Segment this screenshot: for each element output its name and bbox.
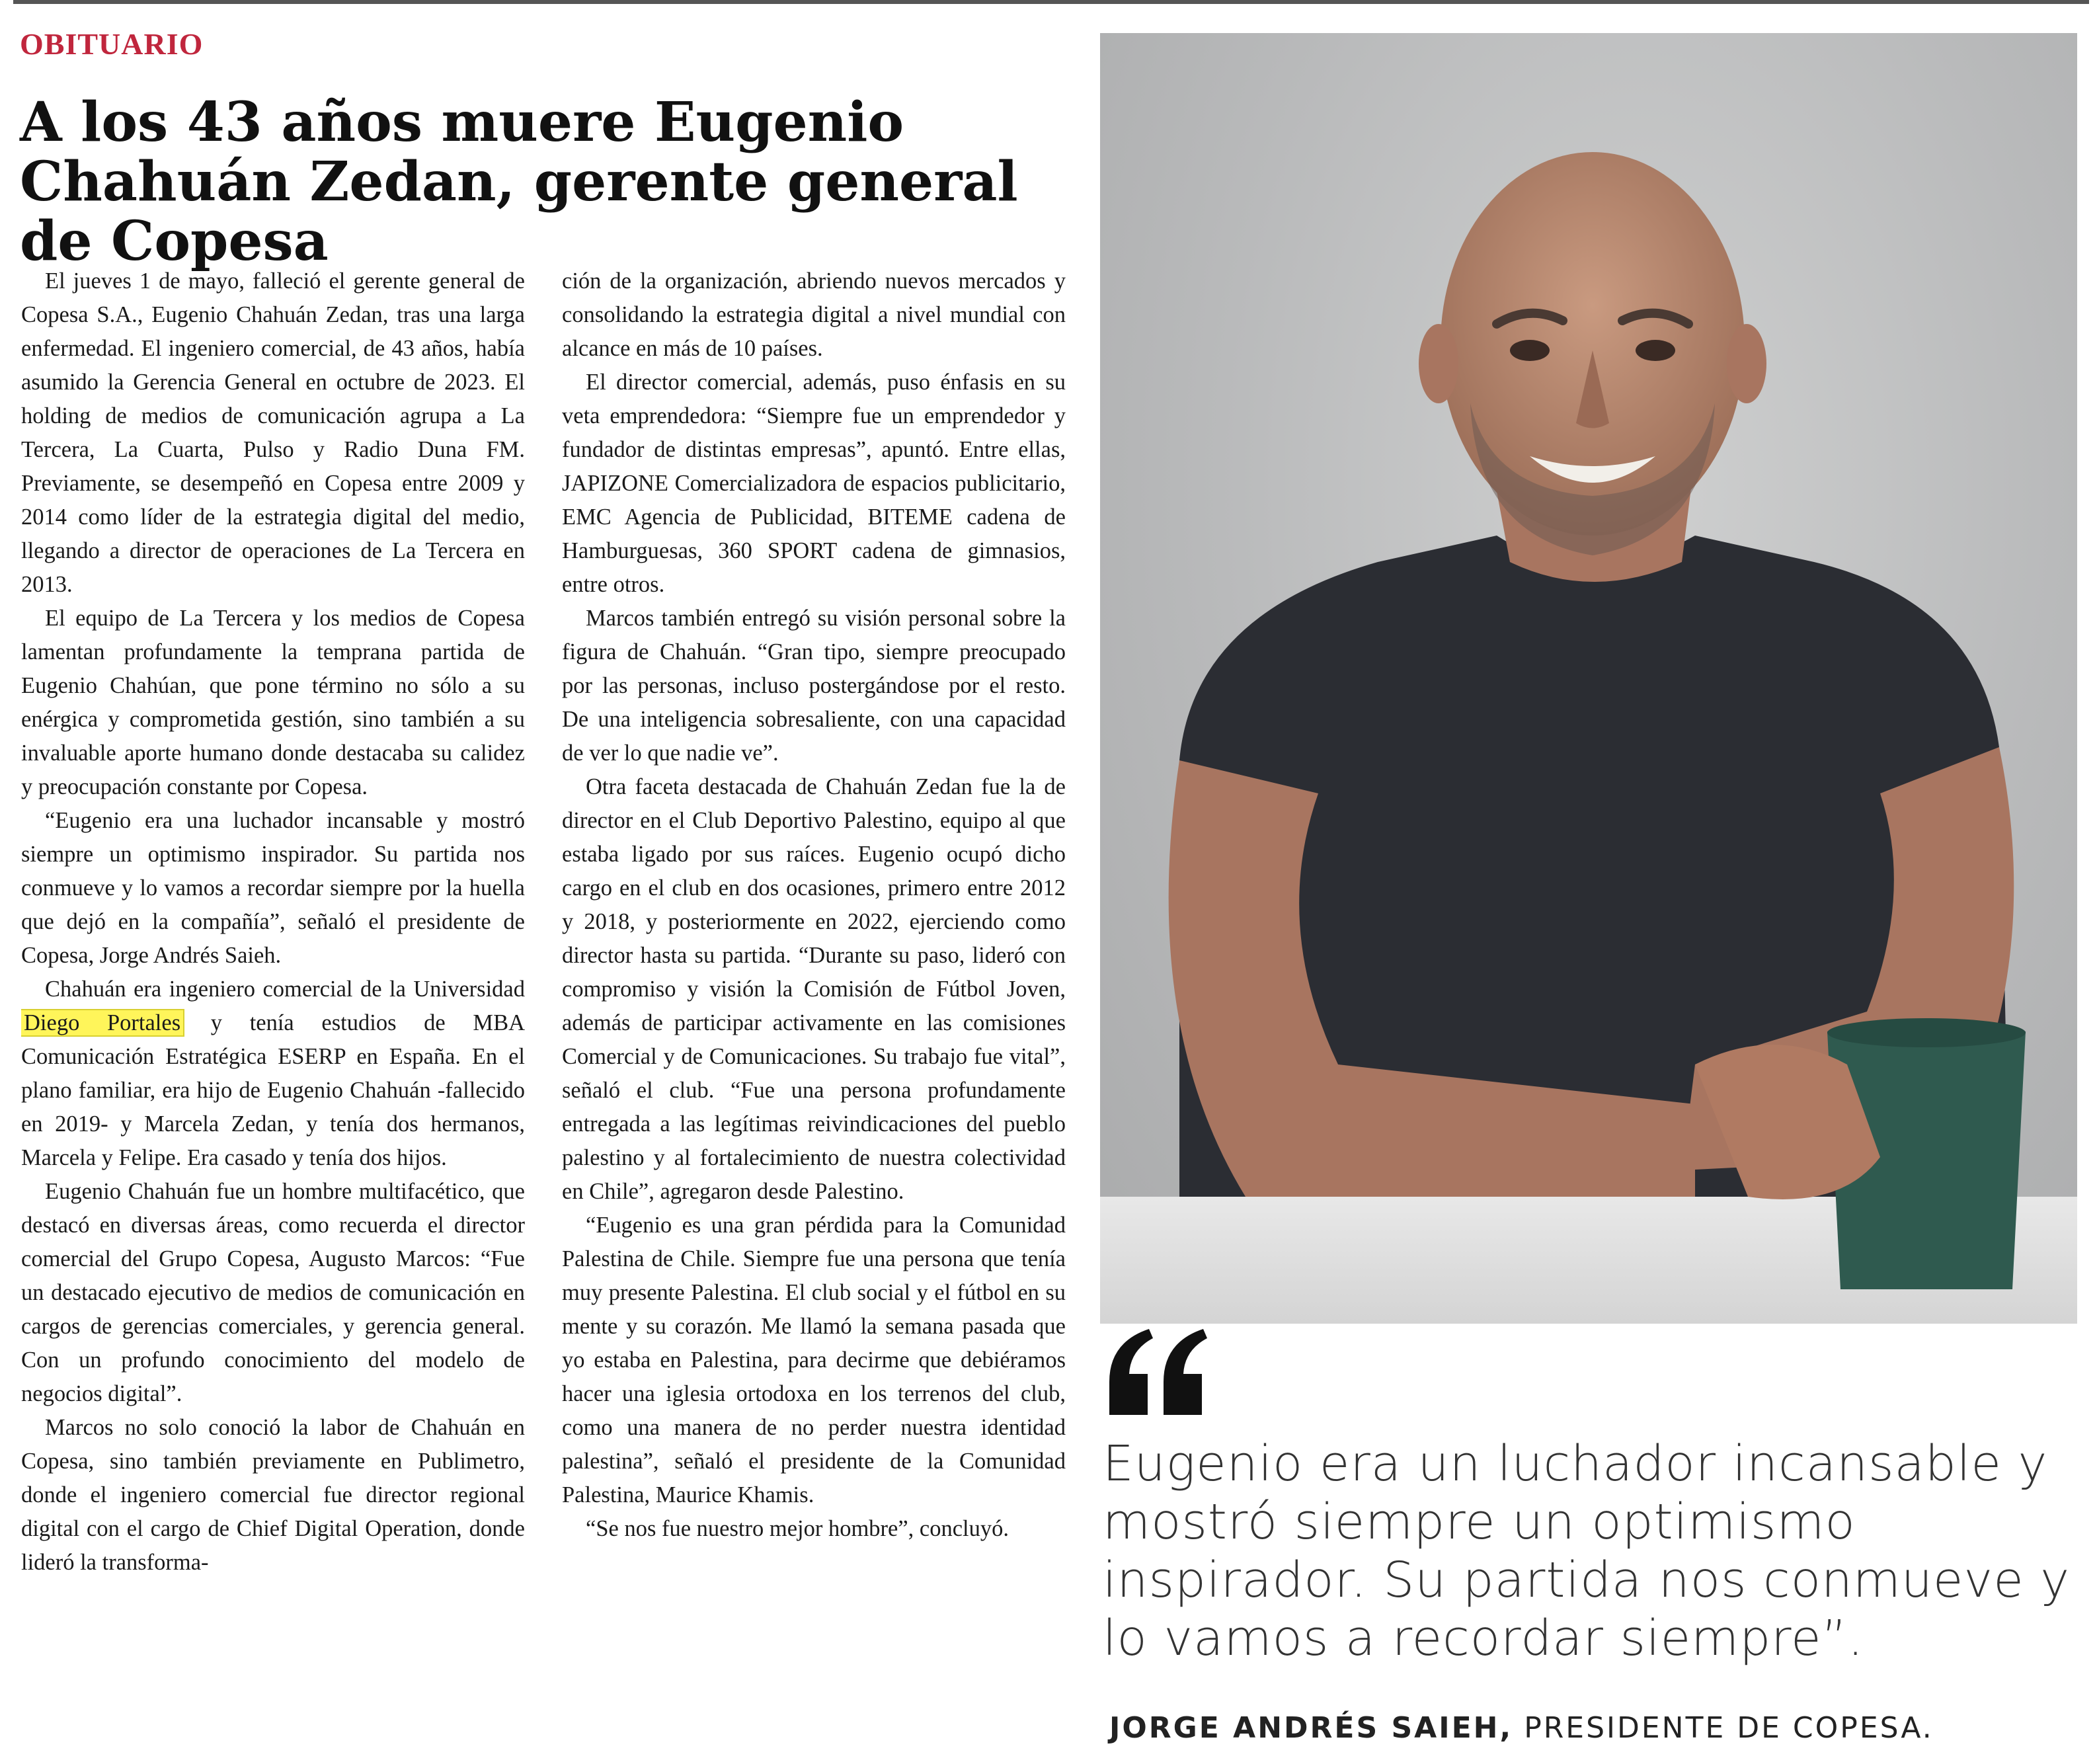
highlighted-text: Diego Portales [21, 1010, 183, 1035]
article-column-1 [21, 264, 525, 1759]
paragraph: El equipo de La Tercera y los medios de Copesa lamentan profundamente la temprana partida de Eugenio Chahúan, que pone término no sólo a su enérgica y comprometida gestión, sino también a su invaluable aporte humano donde destacaba su calidez y preocupación constante por Copesa. [21, 606, 525, 799]
paragraph: Otra faceta destacada de Chahuán Zedan fue la de director en el Club Deportivo Palestino, equipo al que estaba ligado por sus raíces. Eugenio ocupó dicho cargo en el club en dos ocasiones, primero entre 2012 y 2018, y posteriormente en 2022, ejerciendo como director hasta su partida. “Durante su paso, lideró con compromiso y visión la Comisión de Fútbol Joven, además de participar activamente en las comisiones Comercial y de Comunicaciones. Su trabajo fue vital”, señaló el club. “Fue una persona profundamente entregada a las legítimas reivindicaciones del pueblo palestino y al fortalecimiento de nuestra colectividad en Chile”, agregaron desde Palestino. [562, 774, 1066, 1204]
paragraph: Marcos no solo conoció la labor de Chahuán en Copesa, sino también previamente en Publimetro, donde el ingeniero comercial fue director regional digital con el cargo de Chief Digital Operation, donde lideró la transforma- [21, 1415, 525, 1575]
paragraph: Marcos también entregó su visión personal sobre la figura de Chahuán. “Gran tipo, siempre preocupado por las personas, incluso postergándose por el resto. De una inteligencia sobresaliente, con una capacidad de ver lo que nadie ve”. [562, 606, 1066, 766]
paragraph: El jueves 1 de mayo, falleció el gerente general de Copesa S.A., Eugenio Chahuán Zedan, tras una larga enfermedad. El ingeniero comercial, de 43 años, había asumido la Gerencia General en octubre de 2023. El holding de medios de comunicación agrupa a La Tercera, La Cuarta, Pulso y Radio Duna FM. Previamente, se desempeñó en Copesa entre 2009 y 2014 como líder de la estrategia digital del medio, llegando a director de operaciones de La Tercera en 2013. [21, 268, 525, 597]
paragraph [21, 973, 525, 1175]
pull-quote: Eugenio era un luchador incansable y mostró siempre un optimismo inspirador. Su partida nos conmueve y lo vamos a recordar siempre”. [1103, 1435, 2071, 1667]
portrait-photo [1100, 33, 2077, 1324]
paragraph: El director comercial, además, puso énfasis en su veta emprendedora: “Siempre fue un emprendedor y fundador de distintas empresas”, apuntó. Entre ellas, JAPIZONE Comercializadora de espacios publicitario, EMC Agencia de Publicidad, BITEME cadena de Hamburguesas, 360 SPORT cadena de gimnasios, entre otros. [562, 370, 1066, 597]
text-run: Chahuán era ingeniero comercial de la Universidad [45, 977, 525, 1002]
headline: A los 43 años muere Eugenio Chahuán Zedan, gerente general de Copesa [20, 91, 1018, 273]
attribution-name: JORGE ANDRÉS SAIEH, [1109, 1711, 1513, 1745]
article-column-2 [562, 264, 1066, 1759]
top-rule [13, 0, 2089, 4]
paragraph: “Se nos fue nuestro mejor hombre”, concluyó. [586, 1516, 1009, 1541]
opening-quote-icon [1103, 1329, 1208, 1422]
paragraph: “Eugenio era una luchador incansable y mostró siempre un optimismo inspirador. Su partida nos conmueve y lo vamos a recordar siempre por la huella que dejó en la compañía”, señaló el presidente de Copesa, Jorge Andrés Saieh. [21, 808, 525, 968]
attribution-role: PRESIDENTE DE COPESA. [1513, 1711, 1934, 1745]
pull-quote-attribution [1109, 1711, 1934, 1745]
paragraph: Eugenio Chahuán fue un hombre multifacético, que destacó en diversas áreas, como recuerda el director comercial del Grupo Copesa, Augusto Marcos: “Fue un destacado ejecutivo de medios de comunicación en cargos de gerencias comerciales, y gerencia general. Con un profundo conocimiento del modelo de negocios digital”. [21, 1179, 525, 1406]
paragraph: “Eugenio es una gran pérdida para la Comunidad Palestina de Chile. Siempre fue una persona que tenía muy presente Palestina. El club social y el fútbol en su mente y su corazón. Me llamó la semana pasada que yo estaba en Palestina, para decirme que debiéramos hacer una iglesia ortodoxa en los terrenos del club, como una manera de no perder nuestra identidad palestina”, señaló el presidente de la Comunidad Palestina, Maurice Khamis. [562, 1213, 1066, 1507]
text-run: y tenía estudios de MBA Comunicación Estratégica ESERP en España. En el plano familiar, era hijo de Eugenio Chahuán -fallecido en 2019- y Marcela Zedan, y tenía dos hermanos, Marcela y Felipe. Era casado y tenía dos hijos. [21, 1010, 525, 1170]
paragraph: ción de la organización, abriendo nuevos mercados y consolidando la estrategia digital a nivel mundial con alcance en más de 10 países. [562, 268, 1066, 361]
portrait-illustration [1100, 33, 2077, 1324]
section-label: OBITUARIO [20, 27, 204, 61]
